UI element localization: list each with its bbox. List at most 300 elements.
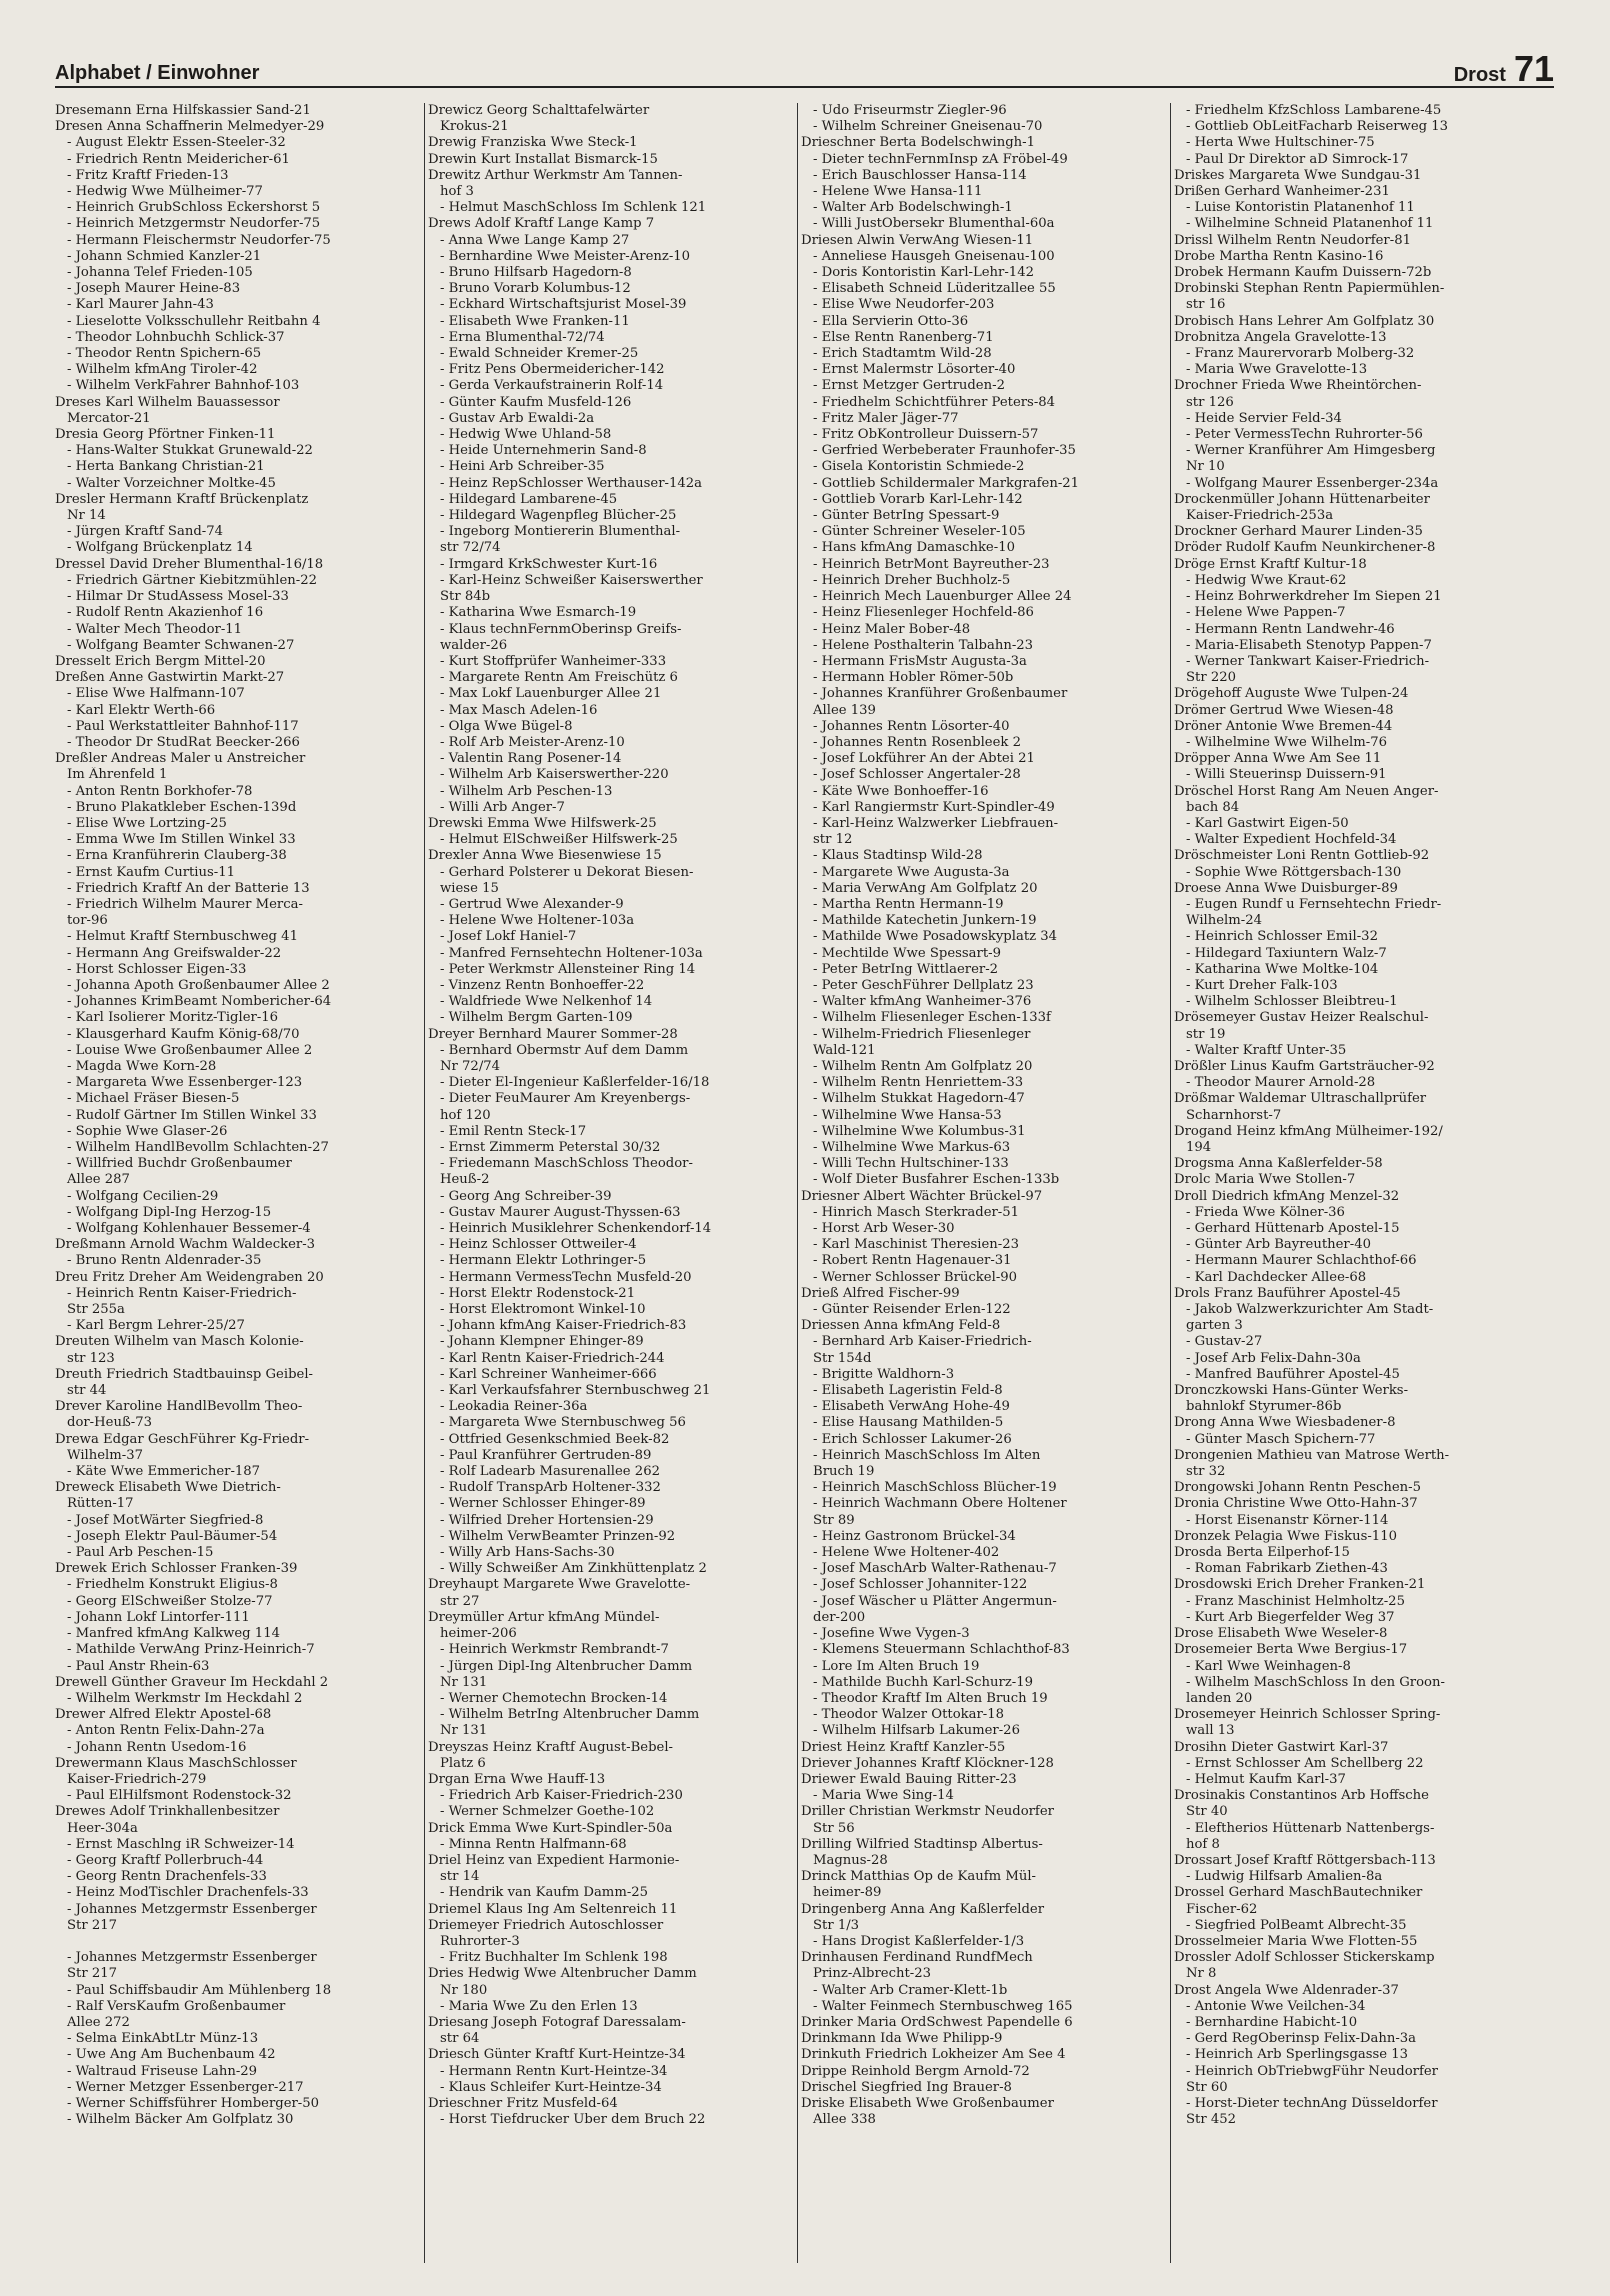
directory-entry-continuation: - Horst Tiefdrucker Über dem Bruch 22: [440, 2112, 706, 2128]
directory-entry-continuation: - Günter Schreiner Weseler-105: [813, 524, 1026, 540]
directory-entry-continuation: - Hermann Elektr Lothringer-5: [440, 1253, 647, 1269]
directory-entry-continuation: - Heinz Bohrwerkdreher Im Siepen 21: [1186, 589, 1442, 605]
directory-entry-continuation: - Bernhard Arb Kaiser-Friedrich-: [813, 1334, 1032, 1350]
directory-entry: Dreyhaupt Margarete Wwe Gravelotte-: [428, 1577, 691, 1593]
directory-entry: Dreu Fritz Dreher Am Weidengraben 20: [55, 1269, 324, 1285]
directory-entry-continuation: - Friedrich Rentn Meidericher-61: [67, 151, 290, 167]
directory-entry-continuation: - Heinrich BetrMont Bayreuther-23: [813, 556, 1050, 572]
directory-entry-continuation: - Friedrich Gärtner Kiebitzmühlen-22: [67, 572, 317, 588]
directory-entry-continuation: - Mathilde Buchh Karl-Schurz-19: [813, 1674, 1034, 1690]
directory-entry: Dreuth Friedrich Stadtbauinsp Geibel-: [55, 1366, 313, 1382]
directory-entry-continuation: - Manfred Bauführer Apostel-45: [1186, 1366, 1400, 1382]
directory-entry-continuation: Str 220: [1186, 670, 1237, 686]
directory-entry: Drobnitza Angela Gravelotte-13: [1174, 329, 1387, 345]
directory-entry-continuation: - Günter Arb Bayreuther-40: [1186, 1237, 1371, 1253]
directory-entry-continuation: - Gertrud Wwe Alexander-9: [440, 896, 624, 912]
directory-entry-continuation: - Paul Kranführer Gertruden-89: [440, 1447, 652, 1463]
directory-entry: Drinkuth Friedrich Lokheizer Am See 4: [801, 2047, 1066, 2063]
directory-entry-continuation: - Erna Kranführerin Clauberg-38: [67, 848, 287, 864]
directory-entry-continuation: - Heinz Schlosser Ottweiler-4: [440, 1237, 637, 1253]
directory-entry-continuation: - Johannes Metzgermstr Essenberger: [67, 1950, 317, 1966]
directory-entry-continuation: - Hermann FrisMstr Augusta-3a: [813, 653, 1027, 669]
directory-entry-continuation: - Margareta Wwe Sternbuschweg 56: [440, 1415, 686, 1431]
directory-entry: Driesen Alwin VerwAng Wiesen-11: [801, 232, 1034, 248]
directory-entry-continuation: - Erich Stadtamtm Wild-28: [813, 346, 992, 362]
directory-entry: Drinck Matthias Op de Kaufm Mül-: [801, 1869, 1036, 1885]
directory-entry: Dröpper Anna Wwe Am See 11: [1174, 751, 1382, 767]
directory-entry-continuation: - Johann Lokf Lintorfer-111: [67, 1609, 250, 1625]
directory-entry-continuation: - Johannes KrimBeamt Nombericher-64: [67, 994, 332, 1010]
directory-entry-continuation: str 64: [440, 2031, 480, 2047]
directory-entry-continuation: - Walter Feinmech Sternbuschweg 165: [813, 1998, 1073, 2014]
directory-entry: Dringenberg Anna Ang Kaßlerfelder: [801, 1901, 1045, 1917]
directory-entry-continuation: - Wolfgang Kohlenhauer Bessemer-4: [67, 1221, 311, 1237]
directory-entry-continuation: Mercator-21: [67, 410, 151, 426]
directory-entry-continuation: - Gottlieb ObLeitFacharb Reiserweg 13: [1186, 119, 1449, 135]
directory-entry-continuation: - Hendrik van Kaufm Damm-25: [440, 1885, 649, 1901]
directory-entry-continuation: - Karl Dachdecker Allee-68: [1186, 1269, 1367, 1285]
directory-entry-continuation: - Wolfgang Maurer Essenberger-234a: [1186, 475, 1439, 491]
directory-entry: Drewicz Georg Schalttafelwärter: [428, 103, 650, 118]
directory-entry-continuation: Platz 6: [440, 1755, 486, 1771]
directory-entry-continuation: - Hilmar Dr StudAssess Mosel-33: [67, 589, 289, 605]
directory-entry-continuation: - Wilhelmine Wwe Hansa-53: [813, 1107, 1002, 1123]
directory-entry-continuation: - Josef Lokführer An der Abtei 21: [813, 751, 1035, 767]
directory-entry-continuation: - Kurt Stoffprüfer Wanheimer-333: [440, 653, 667, 669]
directory-entry: Driemeyer Friedrich Autoschlosser: [428, 1917, 664, 1933]
directory-entry: Dreßen Anne Gastwirtin Markt-27: [55, 670, 285, 686]
directory-entry: Drewin Kurt Installat Bismarck-15: [428, 151, 658, 167]
directory-entry-continuation: Rütten-17: [67, 1496, 134, 1512]
directory-entry-continuation: - Peter Werkmstr Allensteiner Ring 14: [440, 961, 696, 977]
column-divider: [424, 103, 425, 2263]
directory-entry-continuation: - Irmgard KrkSchwester Kurt-16: [440, 556, 658, 572]
directory-entry-continuation: - Willy Schweißer Am Zinkhüttenplatz 2: [440, 1561, 707, 1577]
directory-entry-continuation: - Jürgen Dipl-Ing Altenbrucher Damm: [440, 1658, 693, 1674]
directory-entry-continuation: - Werner Tankwart Kaiser-Friedrich-: [1186, 653, 1430, 669]
directory-entry: Drosdowski Erich Dreher Franken-21: [1174, 1577, 1426, 1593]
directory-entry-continuation: - Doris Kontoristin Karl-Lehr-142: [813, 265, 1034, 281]
directory-entry-continuation: - Werner Kranführer Am Himgesberg: [1186, 443, 1436, 459]
directory-entry-continuation: - Selma EinkAbtLtr Münz-13: [67, 2031, 259, 2047]
directory-entry: Dreßler Andreas Maler u Anstreicher: [55, 751, 306, 767]
directory-entry: Dresen Anna Schaffnerin Melmedyer-29: [55, 119, 325, 135]
directory-entry-continuation: - Helmut Kaufm Karl-37: [1186, 1771, 1346, 1787]
directory-entry-continuation: - Maria VerwAng Am Golfplatz 20: [813, 880, 1038, 896]
directory-entry: Drick Emma Wwe Kurt-Spindler-50a: [428, 1820, 673, 1836]
directory-entry-continuation: Scharnhorst-7: [1186, 1107, 1282, 1123]
directory-entry-continuation: - Udo Friseurmstr Ziegler-96: [813, 103, 1007, 118]
directory-entry-continuation: - Dieter technFernmInsp zA Fröbel-49: [813, 151, 1068, 167]
directory-entry-continuation: Bruch 19: [813, 1464, 875, 1480]
directory-entry-continuation: - Franz Maurervorarb Molberg-32: [1186, 346, 1415, 362]
directory-entry: Dröschel Horst Rang Am Neuen Anger-: [1174, 783, 1439, 799]
directory-entry-continuation: Str 217: [67, 1966, 118, 1982]
directory-entry-continuation: - Horst-Dieter technAng Düsseldorfer: [1186, 2095, 1438, 2111]
directory-entry-continuation: - Friedrich Arb Kaiser-Friedrich-230: [440, 1788, 683, 1804]
directory-entry: Drongowski Johann Rentn Peschen-5: [1174, 1480, 1421, 1496]
directory-entry-continuation: - Eckhard Wirtschaftsjurist Mosel-39: [440, 297, 687, 313]
directory-entry-continuation: - Wolfgang Cecilien-29: [67, 1188, 219, 1204]
directory-entry: Driskes Margareta Wwe Sundgau-31: [1174, 167, 1422, 183]
directory-entry-continuation: - Michael Fräser Biesen-5: [67, 1091, 240, 1107]
directory-entry-continuation: - Wilhelm BetrIng Altenbrucher Damm: [440, 1707, 700, 1723]
directory-entry-continuation: - Karl-Heinz Walzwerker Liebfrauen-: [813, 815, 1059, 831]
directory-entry: Drobinski Stephan Rentn Papiermühlen-: [1174, 281, 1445, 297]
directory-entry: Drewek Erich Schlosser Franken-39: [55, 1561, 298, 1577]
directory-entry-continuation: - Johanna Apoth Großenbaumer Allee 2: [67, 977, 330, 993]
directory-entry-continuation: - Uwe Ang Am Buchenbaum 42: [67, 2047, 276, 2063]
directory-entry-continuation: Str 89: [813, 1512, 855, 1528]
directory-entry-continuation: - Manfred Fernsehtechn Holtener-103a: [440, 945, 703, 961]
directory-entry: Driller Christian Werkmstr Neudorfer: [801, 1804, 1054, 1820]
directory-entry-continuation: - Walter Arb Cramer-Klett-1b: [813, 1982, 1008, 1998]
directory-entry-continuation: - Wilhelm Stukkat Hagedorn-47: [813, 1091, 1025, 1107]
directory-entry: Drewermann Klaus MaschSchlosser: [55, 1755, 297, 1771]
directory-entry-continuation: - Wilhelm Werkmstr Im Heckdahl 2: [67, 1690, 303, 1706]
directory-entry: Dröschmeister Loni Rentn Gottlieb-92: [1174, 848, 1430, 864]
directory-entry-continuation: - Hermann Rentn Landwehr-46: [1186, 621, 1395, 637]
directory-entry-continuation: - Erna Blumenthal-72/74: [440, 329, 605, 345]
directory-entry-continuation: - Bruno Vorarb Kolumbus-12: [440, 281, 631, 297]
directory-entry-continuation: - Rudolf TranspArb Holtener-332: [440, 1480, 661, 1496]
directory-entry-continuation: - Elisabeth Schneid Lüderitzallee 55: [813, 281, 1056, 297]
directory-entry-continuation: - Anton Rentn Felix-Dahn-27a: [67, 1723, 265, 1739]
directory-entry-continuation: - Wilhelm Arb Peschen-13: [440, 783, 613, 799]
directory-entry-continuation: - Theodor Maurer Arnold-28: [1186, 1075, 1376, 1091]
directory-columns: [55, 103, 1554, 2263]
directory-entry-continuation: - Wilhelm VerkFahrer Bahnhof-103: [67, 378, 300, 394]
directory-entry-continuation: - Wilhelm kfmAng Tiroler-42: [67, 362, 258, 378]
directory-entry: Dries Hedwig Wwe Altenbrucher Damm: [428, 1966, 697, 1982]
directory-entry-continuation: - Josef Wäscher u Plätter Angermun-: [813, 1593, 1057, 1609]
directory-entry-continuation: - Luise Kontoristin Platanenhof 11: [1186, 200, 1415, 216]
directory-entry-continuation: - Bruno Hilfsarb Hagedorn-8: [440, 265, 632, 281]
directory-entry-continuation: - Werner Schlosser Ehinger-89: [440, 1496, 646, 1512]
directory-column-3: [801, 103, 1167, 2263]
directory-entry-continuation: - Elise Wwe Neudorfer-203: [813, 297, 995, 313]
directory-entry-continuation: - Fritz Buchhalter Im Schlenk 198: [440, 1950, 668, 1966]
running-head-keyword: Drost: [1453, 64, 1506, 86]
directory-entry: Drexler Anna Wwe Biesenwiese 15: [428, 848, 662, 864]
directory-entry: Drewig Franziska Wwe Steck-1: [428, 135, 638, 151]
directory-entry-continuation: - Wilhelm Rentn Henriettem-33: [813, 1075, 1024, 1091]
directory-entry-continuation: bahnlokf Styrumer-86b: [1186, 1399, 1342, 1415]
directory-entry-continuation: - Werner Schmelzer Goethe-102: [440, 1804, 655, 1820]
directory-entry-continuation: - Gottlieb Schildermaler Markgrafen-21: [813, 475, 1080, 491]
directory-entry: Drosemeyer Heinrich Schlosser Spring-: [1174, 1707, 1441, 1723]
directory-entry-continuation: - Heinrich Dreher Buchholz-5: [813, 572, 1011, 588]
directory-entry-continuation: - Margarete Rentn Am Freischütz 6: [440, 670, 678, 686]
directory-entry-continuation: - Max Masch Adelen-16: [440, 702, 598, 718]
directory-entry: Drockner Gerhard Maurer Linden-35: [1174, 524, 1423, 540]
directory-entry: Drösemeyer Gustav Heizer Realschul-: [1174, 1010, 1429, 1026]
directory-entry: Drgan Erna Wwe Hauff-13: [428, 1771, 606, 1787]
directory-entry-continuation: Str 452: [1186, 2112, 1237, 2128]
directory-entry-continuation: - Helene Wwe Pappen-7: [1186, 605, 1346, 621]
directory-entry: Driessen Anna kfmAng Feld-8: [801, 1318, 1001, 1334]
directory-entry-continuation: - Elise Hausang Mathilden-5: [813, 1415, 1004, 1431]
directory-entry-continuation: - Helene Wwe Holtener-402: [813, 1545, 1000, 1561]
directory-entry-continuation: - Hinrich Masch Sterkrader-51: [813, 1204, 1020, 1220]
directory-entry-continuation: - Mathilde VerwAng Prinz-Heinrich-7: [67, 1642, 315, 1658]
directory-entry-continuation: - Horst Elektr Rodenstock-21: [440, 1285, 636, 1301]
directory-entry: Dreyer Bernhard Maurer Sommer-28: [428, 1026, 678, 1042]
directory-entry-continuation: - Helene Posthalterin Talbahn-23: [813, 637, 1034, 653]
directory-entry-continuation: - Olga Wwe Bügel-8: [440, 718, 573, 734]
directory-entry-continuation: Str 60: [1186, 2079, 1228, 2095]
directory-entry-continuation: Kaiser-Friedrich-279: [67, 1771, 207, 1787]
directory-entry-continuation: - Hermann Ang Greifswalder-22: [67, 945, 282, 961]
directory-entry-continuation: - Horst Eisenanstr Körner-114: [1186, 1512, 1389, 1528]
directory-entry-continuation: - Franz Maschinist Helmholtz-25: [1186, 1593, 1405, 1609]
directory-entry-continuation: - Dieter FeuMaurer Am Kreyenbergs-: [440, 1091, 691, 1107]
directory-entry-continuation: Ruhrorter-3: [440, 1933, 520, 1949]
directory-entry-continuation: - Wilhelm Bäcker Am Golfplatz 30: [67, 2112, 294, 2128]
directory-entry-continuation: - Heinrich Mech Lauenburger Allee 24: [813, 589, 1072, 605]
directory-entry-continuation: - Elisabeth Wwe Franken-11: [440, 313, 630, 329]
directory-entry-continuation: - Martha Rentn Hermann-19: [813, 896, 1004, 912]
directory-entry: Drewer Alfred Elektr Apostel-68: [55, 1707, 272, 1723]
directory-entry-continuation: walder-26: [440, 637, 508, 653]
directory-entry-continuation: - Anna Wwe Lange Kamp 27: [440, 232, 630, 248]
directory-entry-continuation: - Heinrich Werkmstr Rembrandt-7: [440, 1642, 669, 1658]
directory-entry-continuation: str 19: [1186, 1026, 1226, 1042]
directory-entry-continuation: - Margarete Wwe Augusta-3a: [813, 864, 1010, 880]
directory-entry: Drißen Gerhard Wanheimer-231: [1174, 184, 1390, 200]
directory-entry: Drose Elisabeth Wwe Weseler-8: [1174, 1626, 1388, 1642]
directory-entry: Dröge Ernst Kraftf Kultur-18: [1174, 556, 1367, 572]
directory-entry-continuation: dor-Heuß-73: [67, 1415, 152, 1431]
directory-entry-continuation: Nr 14: [67, 508, 106, 524]
directory-entry-continuation: - Günter Kaufm Musfeld-126: [440, 394, 632, 410]
directory-entry-continuation: - Johannes Kranführer Großenbaumer: [813, 686, 1068, 702]
directory-entry-continuation: - Helmut ElSchweißer Hilfswerk-25: [440, 832, 678, 848]
directory-entry: Driest Heinz Kraftf Kanzler-55: [801, 1739, 1006, 1755]
directory-entry-continuation: - Gisela Kontoristin Schmiede-2: [813, 459, 1025, 475]
directory-entry-continuation: - Paul Schiffsbaudir Am Mühlenberg 18: [67, 1982, 332, 1998]
directory-entry-continuation: - Ernst Metzger Gertruden-2: [813, 378, 1005, 394]
directory-entry: Dressel David Dreher Blumenthal-16/18: [55, 556, 324, 572]
directory-entry: Dresia Georg Pförtner Finken-11: [55, 427, 276, 443]
directory-entry-continuation: - Elise Wwe Lortzing-25: [67, 815, 227, 831]
directory-entry-continuation: - Hildegard Lambarene-45: [440, 491, 618, 507]
directory-entry-continuation: - Willi Techn Hultschiner-133: [813, 1156, 1009, 1172]
directory-entry-continuation: - Friedhelm Konstrukt Eligius-8: [67, 1577, 278, 1593]
directory-entry-continuation: - Karl Rangiermstr Kurt-Spindler-49: [813, 799, 1055, 815]
directory-entry-continuation: - Käte Wwe Emmericher-187: [67, 1464, 261, 1480]
directory-entry-continuation: str 16: [1186, 297, 1226, 313]
directory-entry-continuation: - Jürgen Kraftf Sand-74: [67, 524, 224, 540]
directory-entry-continuation: - Frieda Wwe Kölner-36: [1186, 1204, 1345, 1220]
directory-entry-continuation: - Leokadia Reiner-36a: [440, 1399, 588, 1415]
directory-entry-continuation: - Erich Bauschlosser Hansa-114: [813, 167, 1027, 183]
directory-entry: Dresemann Erna Hilfskassier Sand-21: [55, 103, 311, 118]
directory-entry-continuation: - Peter GeschFührer Dellplatz 23: [813, 977, 1034, 993]
directory-entry: Drewski Emma Wwe Hilfswerk-25: [428, 815, 657, 831]
directory-entry-continuation: - Helene Wwe Hansa-111: [813, 184, 983, 200]
directory-entry-continuation: - Heinrich MaschSchloss Blücher-19: [813, 1480, 1057, 1496]
directory-column-1: [55, 103, 421, 2263]
directory-entry-continuation: - Siegfried PolBeamt Albrecht-35: [1186, 1917, 1407, 1933]
directory-entry-continuation: - Hans-Walter Stukkat Grunewald-22: [67, 443, 313, 459]
directory-entry: Drilling Wilfried Stadtinsp Albertus-: [801, 1836, 1043, 1852]
directory-entry-continuation: - Gerd RegOberinsp Felix-Dahn-3a: [1186, 2031, 1417, 2047]
directory-entry: Drosselmeier Maria Wwe Flotten-55: [1174, 1933, 1418, 1949]
directory-entry-continuation: heimer-89: [813, 1885, 882, 1901]
directory-entry-continuation: Krokus-21: [440, 119, 509, 135]
directory-entry-continuation: - Mechtilde Wwe Spessart-9: [813, 945, 1001, 961]
directory-entry: Drossart Josef Kraftf Röttgersbach-113: [1174, 1852, 1436, 1868]
directory-entry-continuation: - Peter BetrIng Wittlaerer-2: [813, 961, 999, 977]
directory-entry-continuation: - Heinz RepSchlosser Werthauser-142a: [440, 475, 702, 491]
directory-entry-continuation: - Walter Kraftf Unter-35: [1186, 1042, 1347, 1058]
directory-entry-continuation: - Johann kfmAng Kaiser-Friedrich-83: [440, 1318, 687, 1334]
directory-entry: Drochner Frieda Wwe Rheintörchen-: [1174, 378, 1422, 394]
directory-entry-continuation: - Lieselotte Volksschullehr Reitbahn 4: [67, 313, 321, 329]
directory-entry-continuation: - Robert Rentn Hagenauer-31: [813, 1253, 1012, 1269]
directory-entry-continuation: - Gerfried Werbeberater Fraunhofer-35: [813, 443, 1076, 459]
directory-entry-continuation: - Heinrich ObTriebwgFühr Neudorfer: [1186, 2063, 1438, 2079]
directory-entry-continuation: - Emil Rentn Steck-17: [440, 1123, 587, 1139]
directory-entry-continuation: Prinz-Albrecht-23: [813, 1966, 931, 1982]
directory-entry-continuation: Heuß-2: [440, 1172, 490, 1188]
directory-entry-continuation: - Hedwig Wwe Kraut-62: [1186, 572, 1347, 588]
directory-entry-continuation: str 72/74: [440, 540, 501, 556]
directory-entry-continuation: hof 3: [440, 184, 474, 200]
directory-entry-continuation: - Karl Maschinist Theresien-23: [813, 1237, 1019, 1253]
directory-entry-continuation: - Josefine Wwe Vygen-3: [813, 1626, 970, 1642]
directory-entry-continuation: Nr 8: [1186, 1966, 1217, 1982]
directory-entry-continuation: - Manfred kfmAng Kalkweg 114: [67, 1626, 280, 1642]
directory-entry-continuation: - Dieter El-Ingenieur Kaßlerfelder-16/18: [440, 1075, 710, 1091]
directory-entry-continuation: - Bruno Plakatkleber Eschen-139d: [67, 799, 297, 815]
directory-entry-continuation: - Wilhelm Schlosser Bleibtreu-1: [1186, 994, 1398, 1010]
directory-entry: Drieschner Berta Bodelschwingh-1: [801, 135, 1036, 151]
directory-entry-continuation: - Bernhardine Habicht-10: [1186, 2014, 1358, 2030]
directory-entry-continuation: hof 120: [440, 1107, 491, 1123]
column-divider: [797, 103, 798, 2263]
directory-entry-continuation: - Jakob Walzwerkzurichter Am Stadt-: [1186, 1302, 1434, 1318]
directory-entry: Drogsma Anna Kaßlerfelder-58: [1174, 1156, 1383, 1172]
directory-entry-continuation: - Johann Rentn Usedom-16: [67, 1739, 247, 1755]
directory-entry-continuation: Str 56: [813, 1820, 855, 1836]
directory-entry-continuation: Str 255a: [67, 1302, 125, 1318]
directory-entry-continuation: - Else Rentn Ranenberg-71: [813, 329, 994, 345]
directory-entry-continuation: - Waltraud Friseuse Lahn-29: [67, 2063, 258, 2079]
directory-entry: Dreyszas Heinz Kraftf August-Bebel-: [428, 1739, 673, 1755]
directory-entry-continuation: - Josef Arb Felix-Dahn-30a: [1186, 1350, 1361, 1366]
directory-entry: Drongenien Mathieu van Matrose Werth-: [1174, 1447, 1450, 1463]
directory-entry-continuation: - Klaus Stadtinsp Wild-28: [813, 848, 983, 864]
directory-entry: Dreweck Elisabeth Wwe Dietrich-: [55, 1480, 281, 1496]
directory-entry-continuation: - Elisabeth Lageristin Feld-8: [813, 1383, 1003, 1399]
directory-entry-continuation: - Willy Arb Hans-Sachs-30: [440, 1545, 615, 1561]
directory-entry: Drolc Maria Wwe Stollen-7: [1174, 1172, 1356, 1188]
directory-entry-continuation: - Karl-Heinz Schweißer Kaiserswerther: [440, 572, 703, 588]
directory-column-4: [1174, 103, 1540, 2263]
directory-entry: Drogand Heinz kfmAng Mülheimer-192/: [1174, 1123, 1443, 1139]
directory-entry-continuation: - Vinzenz Rentn Bonhoeffer-22: [440, 977, 645, 993]
directory-entry-continuation: - Erich Schlosser Lakumer-26: [813, 1431, 1012, 1447]
directory-entry-continuation: - Ernst Malermstr Lösorter-40: [813, 362, 1016, 378]
directory-entry-continuation: - Werner Schlosser Brückel-90: [813, 1269, 1018, 1285]
directory-entry-continuation: - Lore Im Alten Bruch 19: [813, 1658, 980, 1674]
directory-entry-continuation: wiese 15: [440, 880, 499, 896]
directory-entry-continuation: Allee 338: [813, 2112, 876, 2128]
directory-entry-continuation: - Gottlieb Vorarb Karl-Lehr-142: [813, 491, 1023, 507]
directory-entry-continuation: - Ernst Kaufm Curtius-11: [67, 864, 236, 880]
directory-entry: Dresselt Erich Bergm Mittel-20: [55, 653, 266, 669]
directory-entry-continuation: - Wilhelm VerwBeamter Prinzen-92: [440, 1528, 676, 1544]
directory-entry: Driever Johannes Kraftf Klöckner-128: [801, 1755, 1054, 1771]
directory-entry-continuation: Kaiser-Friedrich-253a: [1186, 508, 1334, 524]
directory-entry-continuation: wall 13: [1186, 1723, 1235, 1739]
directory-entry-continuation: - Georg Ang Schreiber-39: [440, 1188, 612, 1204]
directory-entry-continuation: Magnus-28: [813, 1852, 888, 1868]
directory-entry-continuation: - Brigitte Waldhorn-3: [813, 1366, 955, 1382]
directory-entry: Droll Diedrich kfmAng Menzel-32: [1174, 1188, 1400, 1204]
directory-entry: Dröner Antonie Wwe Bremen-44: [1174, 718, 1393, 734]
directory-entry-continuation: - Fritz ObKontrolleur Duissern-57: [813, 427, 1039, 443]
directory-entry-continuation: str 44: [67, 1383, 107, 1399]
directory-entry-continuation: - Wilhelmine Schneid Platanenhof 11: [1186, 216, 1434, 232]
directory-entry: Drischel Siegfried Ing Brauer-8: [801, 2079, 1012, 2095]
directory-entry: Dronzek Pelagia Wwe Fiskus-110: [1174, 1528, 1397, 1544]
directory-entry-continuation: - Ernst Zimmerm Peterstal 30/32: [440, 1140, 661, 1155]
directory-entry-continuation: heimer-206: [440, 1626, 517, 1642]
directory-entry-continuation: - Johannes Rentn Lösorter-40: [813, 718, 1010, 734]
directory-entry-continuation: - Friedhelm KfzSchloss Lambarene-45: [1186, 103, 1442, 118]
directory-entry-continuation: Fischer-62: [1186, 1901, 1258, 1917]
directory-entry: Drosihn Dieter Gastwirt Karl-37: [1174, 1739, 1389, 1755]
directory-entry-continuation: - Paul Werkstattleiter Bahnhof-117: [67, 718, 299, 734]
directory-entry-continuation: - Ralf VersKaufm Großenbaumer: [67, 1998, 286, 2014]
directory-entry-continuation: - Hermann Hobler Römer-50b: [813, 670, 1014, 686]
directory-entry-continuation: - Herta Wwe Hultschiner-75: [1186, 135, 1375, 151]
section-title: Alphabet / Einwohner: [55, 62, 260, 84]
directory-entry: Drieschner Fritz Musfeld-64: [428, 2095, 618, 2111]
directory-entry-continuation: - Sophie Wwe Glaser-26: [67, 1123, 228, 1139]
directory-entry-continuation: - Ella Servierin Otto-36: [813, 313, 969, 329]
directory-entry-continuation: - Heinrich Metzgermstr Neudorfer-75: [67, 216, 321, 232]
directory-entry-continuation: - Willi JustObersekr Blumenthal-60a: [813, 216, 1055, 232]
directory-entry: Drinkmann Ida Wwe Philipp-9: [801, 2031, 1003, 2047]
directory-entry: Driemel Klaus Ing Am Seltenreich 11: [428, 1901, 678, 1917]
directory-entry: Drong Anna Wwe Wiesbadener-8: [1174, 1415, 1396, 1431]
directory-entry-continuation: - Heinz Maler Bober-48: [813, 621, 971, 637]
directory-entry-continuation: - Willi Arb Anger-7: [440, 799, 565, 815]
directory-entry-continuation: - Wilhelm Schreiner Gneisenau-70: [813, 119, 1043, 135]
directory-entry-continuation: Heer-304a: [67, 1820, 138, 1836]
directory-entry-continuation: - Werner Chemotechn Brocken-14: [440, 1690, 668, 1706]
directory-entry-continuation: Im Ährenfeld 1: [67, 767, 168, 783]
directory-entry-continuation: Str 154d: [813, 1350, 872, 1366]
directory-entry: Drinker Maria OrdSchwest Papendelle 6: [801, 2014, 1073, 2030]
directory-entry-continuation: - Anneliese Hausgeh Gneisenau-100: [813, 248, 1055, 264]
directory-entry-continuation: - Gerda Verkaufstrainerin Rolf-14: [440, 378, 664, 394]
directory-entry-continuation: - Maria Wwe Gravelotte-13: [1186, 362, 1368, 378]
directory-entry-continuation: - Rolf Arb Meister-Arenz-10: [440, 734, 625, 750]
directory-entry-continuation: - Georg ElSchweißer Stolze-77: [67, 1593, 273, 1609]
directory-entry-continuation: - Helmut MaschSchloss Im Schlenk 121: [440, 200, 707, 216]
directory-entry: Drewitz Arthur Werkmstr Am Tannen-: [428, 167, 683, 183]
directory-entry-continuation: - Karl Maurer Jahn-43: [67, 297, 214, 313]
directory-entry-continuation: - Klemens Steuermann Schlachthof-83: [813, 1642, 1070, 1658]
directory-entry-continuation: - Eugen Rundf u Fernsehtechn Friedr-: [1186, 896, 1442, 912]
directory-entry-continuation: - Heinrich Arb Sperlingsgasse 13: [1186, 2047, 1409, 2063]
directory-entry: Drossler Adolf Schlosser Stickerskamp: [1174, 1950, 1435, 1966]
